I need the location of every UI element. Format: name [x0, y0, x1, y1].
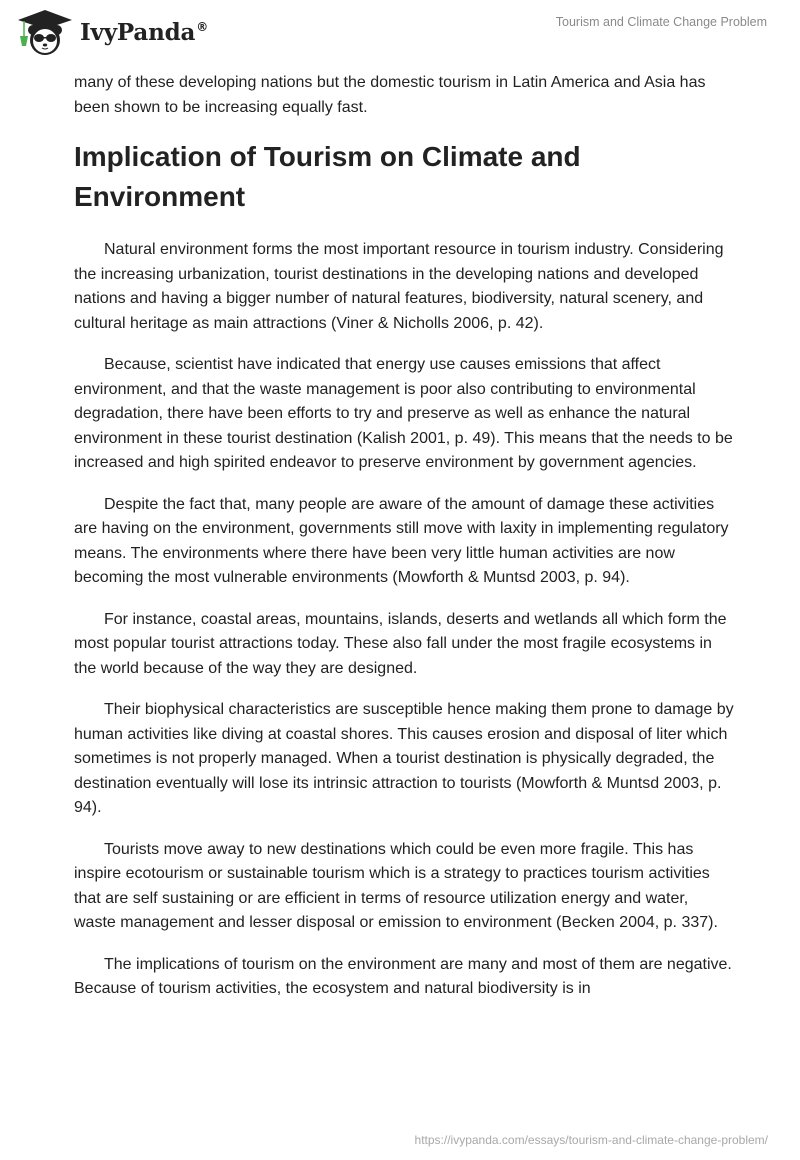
intro-paragraph: many of these developing nations but the domestic tourism in Latin America and Asia has been shown to be increasing equally fast. — [74, 74, 706, 116]
paragraph: The implications of tourism on the environment are many and most of them are negative. Because of tourism activities, the ecosystem and natural biodiversity is in — [74, 955, 732, 997]
paragraph: Natural environment forms the most important resource in tourism industry. Considering the increasing urbanization, tourist destinations in the developing nations and developed nations and having a bigger number of natural features, biodiversity, natural scenery, and cultural heritage as main attractions (Viner & Nicholls 2006, p. 42). — [74, 241, 724, 332]
logo-link[interactable] — [16, 8, 208, 56]
panda-graduate-icon — [16, 8, 74, 56]
paragraph: Because, scientist have indicated that energy use causes emissions that affect environment, and that the waste management is poor also contributing to environmental degradation, there have been efforts to try and preserve as well as enhance the natural environment in these tourist destination (Kalish 2001, p. 49). This means that the needs to be increased and high spirited endeavor to preserve environment by government agencies. — [74, 356, 733, 471]
document-title: Tourism and Climate Change Problem — [555, 15, 767, 29]
paragraph: Their biophysical characteristics are susceptible hence making them prone to damage by human activities like diving at coastal shores. This causes erosion and disposal of liter which sometimes is not properly managed. When a tourist destination is physically degraded, the destination eventually will lose its intrinsic attraction to tourists (Mowforth & Muntsd 2003, p. 94). — [74, 701, 734, 816]
paragraph: Despite the fact that, many people are aware of the amount of damage these activities are having on the environment, governments still move with laxity in implementing regulatory means. The environments where there have been very little human activities are now becoming the most vulnerable environments (Mowforth & Muntsd 2003, p. 94). — [74, 495, 729, 586]
page-header — [0, 0, 800, 60]
paragraph: Tourists move away to new destinations which could be even more fragile. This has inspire ecotourism or sustainable tourism which is a strategy to practices tourism activities that are self sustaining or are efficient in terms of resource utilization energy and water, waste management and lesser disposal or emission to environment (Becken 2004, p. 337). — [74, 840, 718, 931]
footer-url[interactable]: https://ivypanda.com/essays/tourism-and-climate-change-problem/ — [414, 1133, 768, 1147]
logo-text: IvyPanda® — [80, 18, 208, 46]
paragraph: For instance, coastal areas, mountains, islands, deserts and wetlands all which form the most popular tourist attractions today. These also fall under the most fragile ecosystems in the world because of the way they are designed. — [74, 610, 727, 677]
section-heading: Implication of Tourism on Climate and Environment — [74, 141, 581, 212]
article-body — [74, 71, 734, 1019]
